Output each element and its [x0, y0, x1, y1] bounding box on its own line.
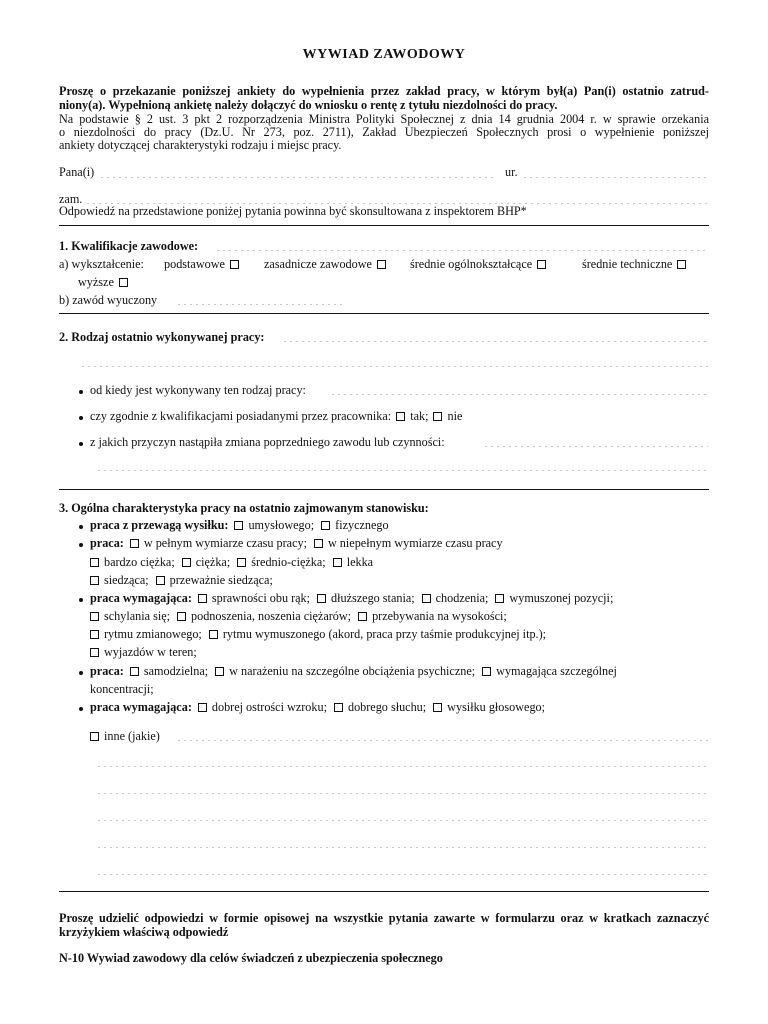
checkbox[interactable]: [90, 732, 99, 741]
intro-line-3: Na podstawie § 2 ust. 3 pkt 2 rozporządzenia Ministra Polityki Społecznej z dnia 14 grudnia 2004 r. w sprawie orzekania: [59, 112, 709, 126]
bullet: [79, 543, 83, 547]
option-label: dłuższego stania;: [331, 591, 415, 605]
intro-line-4: o niezdolności do pracy (Dz.U. Nr 273, poz. 2711), Zakład Ubezpieczeń Społecznych prosi o wypełnienie poniższej: [59, 125, 709, 139]
checkbox[interactable]: [333, 558, 342, 567]
other-field-line-3[interactable]: [96, 793, 708, 794]
option-label: tak;: [410, 409, 429, 423]
option-label: przeważnie siedząca;: [169, 573, 273, 587]
option-label: zasadnicze zawodowe: [264, 257, 372, 271]
checkbox[interactable]: [433, 703, 442, 712]
work-type-field-line-2[interactable]: [80, 366, 708, 367]
qualification-match-question: [90, 409, 462, 424]
checkbox[interactable]: [182, 558, 191, 567]
row-label: praca:: [90, 536, 124, 550]
question-label: czy zgodnie z kwalifikacjami posiadanymi przez pracownika:: [90, 409, 392, 423]
form-identifier: N-10 Wywiad zawodowy dla celów świadczeń z ubezpieczenia społecznego: [59, 951, 443, 965]
checkbox[interactable]: [198, 594, 207, 603]
education-opt-zasadnicze: [264, 257, 386, 272]
row-label: praca:: [90, 664, 124, 678]
option-label: wymagająca szczególnej: [496, 664, 617, 678]
row-label: praca z przewagą wysiłku:: [90, 518, 229, 532]
option-label: wyższe: [78, 275, 114, 289]
requirements-row-1: [90, 591, 613, 606]
pana-field[interactable]: [99, 177, 497, 178]
work-time-row: [90, 536, 503, 551]
section-3-title: 3. Ogólna charakterystyka pracy na ostatnio zajmowanym stanowisku:: [59, 501, 429, 515]
intro-bold-line-1: Proszę o przekazanie poniższej ankiety do wypełnienia przez zakład pracy, w którym był(a) Pan(i) ostatnio zatrud-: [59, 84, 709, 98]
checkbox[interactable]: [130, 539, 139, 548]
other-field-line-6[interactable]: [96, 874, 708, 875]
instructions-line-2: krzyżykiem właściwą odpowiedź: [59, 925, 229, 939]
other-field-line-2[interactable]: [96, 766, 708, 767]
option-label: podnoszenia, noszenia ciężarów;: [191, 609, 352, 623]
row-label: praca wymagająca:: [90, 700, 192, 714]
checkbox[interactable]: [237, 558, 246, 567]
option-label: inne (jakie): [104, 729, 160, 743]
bhp-note: Odpowiedź na przedstawione poniżej pytania powinna być skonsultowana z inspektorem BHP*: [59, 204, 527, 218]
work-posture-row: [90, 573, 273, 588]
intro-bold-line-2: niony(a). Wypełnioną ankietę należy dołączyć do wniosku o rentę z tytułu niezdolności do pracy.: [59, 98, 558, 112]
option-label: w niepełnym wymiarze czasu pracy: [327, 536, 503, 550]
option-label: średnie ogólnokształcące: [410, 257, 533, 271]
checkbox[interactable]: [156, 576, 165, 585]
option-label: siedząca;: [104, 573, 149, 587]
checkbox[interactable]: [90, 612, 99, 621]
requirements-row-4: [90, 645, 197, 660]
bullet: [79, 442, 83, 446]
since-when-label: od kiedy jest wykonywany ten rodzaj pracy:: [90, 383, 306, 397]
checkbox[interactable]: [321, 521, 330, 530]
section-2-title: 2. Rodzaj ostatnio wykonywanej pracy:: [59, 330, 265, 344]
since-when-field[interactable]: [330, 394, 708, 395]
education-opt-wyzsze: [78, 275, 128, 290]
bullet: [79, 598, 83, 602]
option-label: wymuszonej pozycji;: [509, 591, 614, 605]
section-1-title: 1. Kwalifikacje zawodowe:: [59, 239, 199, 253]
instructions-line-1: Proszę udzielić odpowiedzi w formie opisowej na wszystkie pytania zawarte w formularzu oraz w kratkach zaznaczyć: [59, 911, 709, 925]
other-row: [90, 729, 160, 744]
option-label: w narażeniu na szczególne obciążenia psychiczne;: [229, 664, 476, 678]
option-label: lekka: [346, 555, 374, 569]
change-reason-label: z jakich przyczyn nastąpiła zmiana poprzedniego zawodu lub czynności:: [90, 435, 445, 449]
senses-row: [90, 700, 545, 715]
option-label: podstawowe: [164, 257, 225, 271]
divider: [59, 225, 709, 226]
option-label: schylania się;: [104, 609, 170, 623]
trained-profession-label: b) zawód wyuczony: [59, 293, 158, 307]
checkbox[interactable]: [198, 703, 207, 712]
checkbox[interactable]: [90, 630, 99, 639]
education-opt-srednie-ogolne: [410, 257, 546, 272]
education-opt-srednie-techniczne: [582, 257, 686, 272]
option-label: dobrej ostrości wzroku;: [211, 700, 327, 714]
checkbox-tak[interactable]: [396, 412, 405, 421]
education-label: a) wykształcenie:: [59, 257, 144, 271]
intro-line-5: ankiety dotyczącej charakterystyki rodzaju i miejsc pracy.: [59, 138, 342, 152]
work-heaviness-row: [90, 555, 373, 570]
qualifications-field[interactable]: [215, 250, 708, 251]
option-label: średnio-ciężka;: [251, 555, 326, 569]
option-label: umysłowego;: [248, 518, 315, 532]
change-reason-field-line-2[interactable]: [96, 470, 708, 471]
option-label: fizycznego: [335, 518, 389, 532]
change-reason-field[interactable]: [483, 446, 708, 447]
option-label: nie: [447, 409, 463, 423]
education-opt-podstawowe: [164, 257, 239, 272]
checkbox[interactable]: [119, 278, 128, 287]
divider: [59, 313, 709, 314]
checkbox[interactable]: [130, 667, 139, 676]
option-label: wysiłku głosowego;: [447, 700, 546, 714]
work-type-field[interactable]: [282, 341, 708, 342]
checkbox[interactable]: [358, 612, 367, 621]
checkbox[interactable]: [90, 576, 99, 585]
checkbox[interactable]: [317, 594, 326, 603]
mental-load-row: [90, 664, 617, 679]
bullet: [79, 416, 83, 420]
option-label: bardzo ciężka;: [104, 555, 175, 569]
form-title: WYWIAD ZAWODOWY: [302, 47, 466, 62]
row-label: praca wymagająca:: [90, 591, 192, 605]
divider: [59, 489, 709, 490]
checkbox[interactable]: [314, 539, 323, 548]
requirements-row-2: [90, 609, 507, 624]
option-label: sprawności obu rąk;: [211, 591, 311, 605]
checkbox[interactable]: [377, 260, 386, 269]
checkbox[interactable]: [234, 521, 243, 530]
checkbox[interactable]: [209, 630, 218, 639]
pana-label: Pana(i): [59, 165, 95, 179]
bullet: [79, 390, 83, 394]
checkbox[interactable]: [230, 260, 239, 269]
other-field-line-5[interactable]: [96, 847, 708, 848]
ur-label: ur.: [505, 165, 518, 179]
option-label: dobrego słuchu;: [347, 700, 427, 714]
checkbox[interactable]: [334, 703, 343, 712]
option-label: rytmu wymuszonego (akord, praca przy taśmie produkcyjnej itp.);: [222, 627, 547, 641]
bullet: [79, 707, 83, 711]
option-label: wyjazdów w teren;: [104, 645, 197, 659]
option-label: rytmu zmianowego;: [104, 627, 202, 641]
ur-field[interactable]: [522, 177, 708, 178]
option-label: przebywania na wysokości;: [372, 609, 507, 623]
bullet: [79, 525, 83, 529]
bullet: [79, 671, 83, 675]
mental-load-row-continuation: koncentracji;: [90, 682, 154, 696]
checkbox[interactable]: [177, 612, 186, 621]
divider: [59, 891, 709, 892]
checkbox-nie[interactable]: [433, 412, 442, 421]
trained-profession-field[interactable]: [176, 304, 344, 305]
option-label: samodzielna;: [143, 664, 209, 678]
checkbox[interactable]: [482, 667, 491, 676]
checkbox[interactable]: [215, 667, 224, 676]
requirements-row-3: [90, 627, 546, 642]
checkbox[interactable]: [90, 648, 99, 657]
checkbox[interactable]: [537, 260, 546, 269]
option-label: ciężka;: [195, 555, 231, 569]
checkbox[interactable]: [90, 558, 99, 567]
checkbox[interactable]: [422, 594, 431, 603]
checkbox[interactable]: [677, 260, 686, 269]
option-label: w pełnym wymiarze czasu pracy;: [143, 536, 307, 550]
option-label: średnie techniczne: [582, 257, 673, 271]
zam-label: zam.: [59, 192, 83, 206]
checkbox[interactable]: [495, 594, 504, 603]
other-field[interactable]: [176, 740, 708, 741]
option-label: chodzenia;: [435, 591, 489, 605]
effort-type-row: [90, 518, 389, 533]
other-field-line-4[interactable]: [96, 820, 708, 821]
